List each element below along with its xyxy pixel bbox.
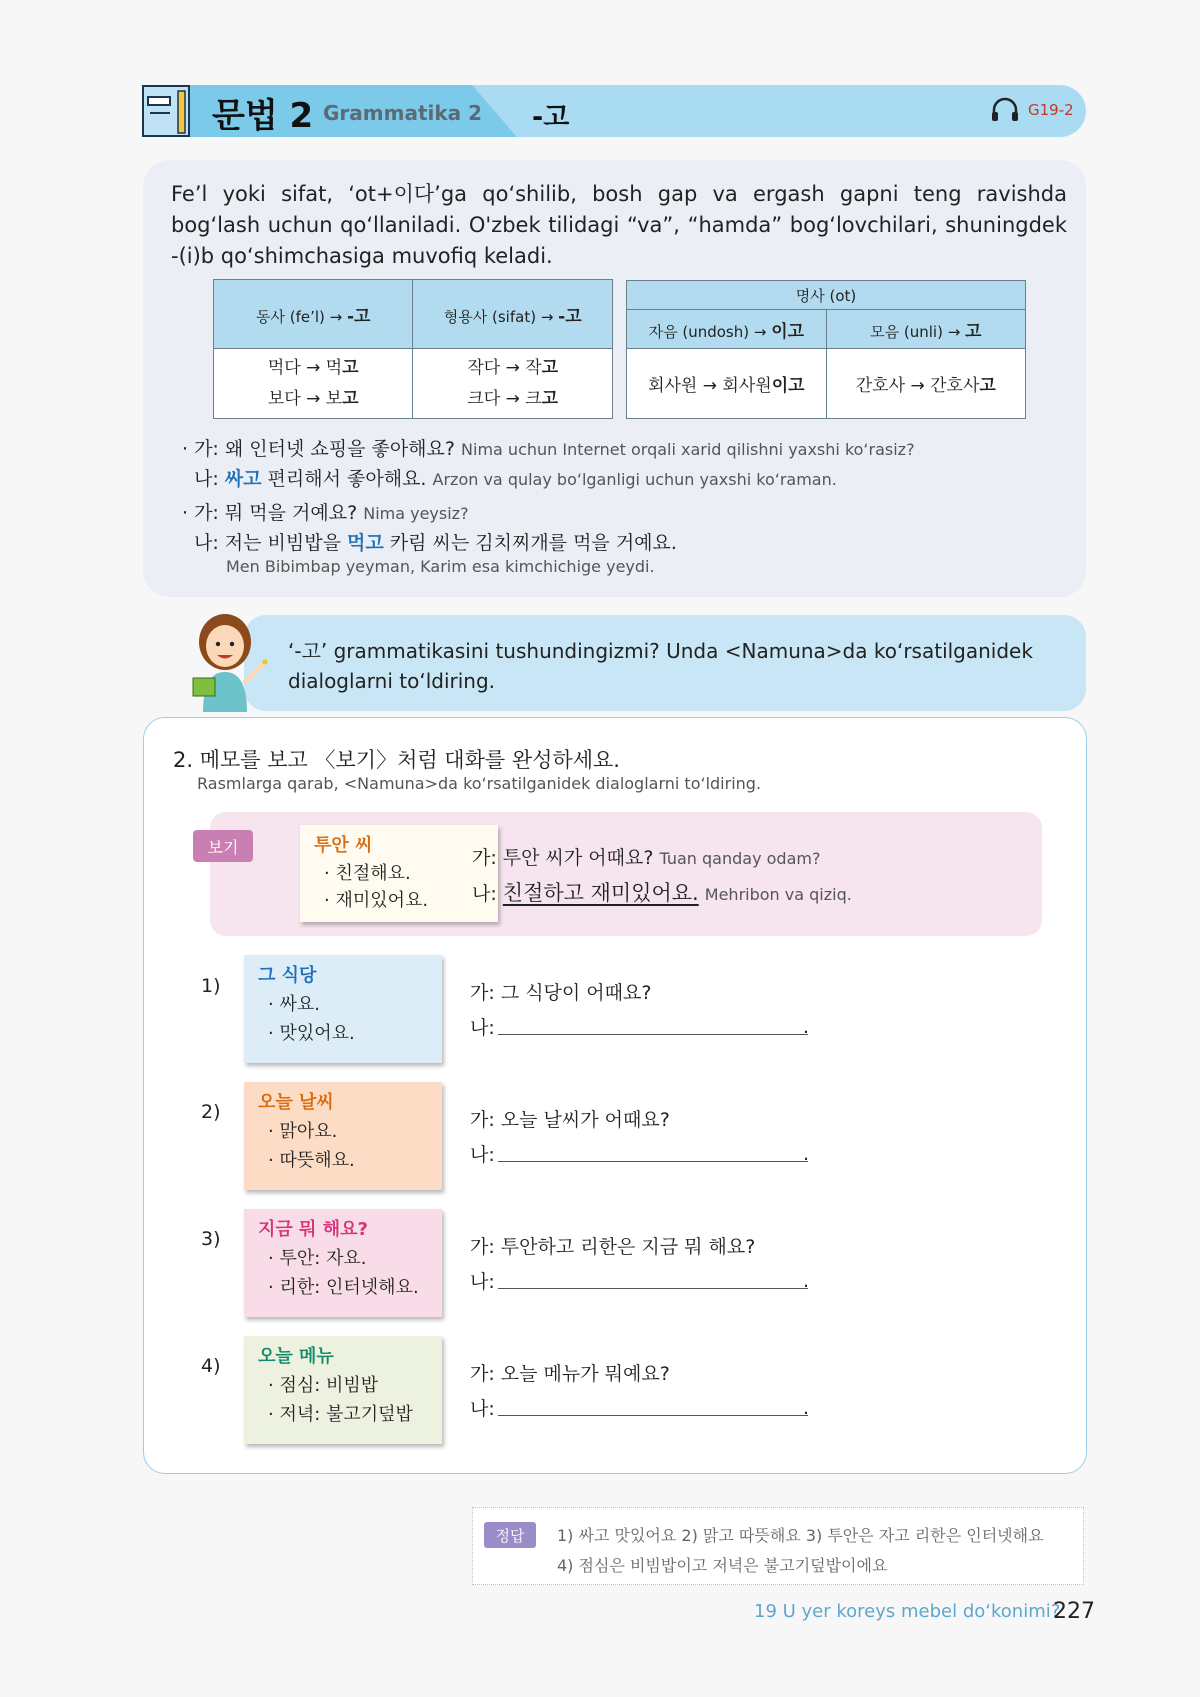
example-1-question: · 가: 왜 인터넷 쇼핑을 좋아해요? Nima uchun Internet orqali xarid qilishni yaxshi ko‘rasiz? xyxy=(182,438,915,460)
item-number: 3) xyxy=(201,1228,221,1250)
memo-item: · 점심: 비빔밥 xyxy=(268,1375,379,1396)
item-1-answer-label: 나: xyxy=(470,1017,495,1039)
memo-card-4 xyxy=(244,1336,442,1444)
answer-input-line-2[interactable] xyxy=(498,1161,808,1162)
table-header-adjective: 형용사 (sifat) → -고 xyxy=(413,280,613,349)
memo-title: 오늘 날씨 xyxy=(258,1092,334,1113)
table-header-consonant: 자음 (undosh) → 이고 xyxy=(627,310,827,349)
table-cell-vowel-example: 간호사 → 간호사고 xyxy=(826,349,1025,419)
exercise-subtitle: Rasmlarga qarab, <Namuna>da ko‘rsatilganidek dialoglarni to‘ldiring. xyxy=(197,774,762,793)
table-header-noun: 명사 (ot) xyxy=(627,281,1026,310)
item-3-question: 가: 투안하고 리한은 지금 뭐 해요? xyxy=(470,1236,756,1258)
answer-period: . xyxy=(803,1270,810,1292)
memo-card-1 xyxy=(244,955,442,1063)
answer-input-line-1[interactable] xyxy=(498,1034,808,1035)
memo-item: · 저녁: 불고기덮밥 xyxy=(268,1404,413,1425)
example-2-question: · 가: 뭐 먹을 거예요? Nima yeysiz? xyxy=(182,502,469,524)
grammar-subtitle: Grammatika 2 xyxy=(323,101,483,125)
example-tag: 보기 xyxy=(193,830,253,862)
example-2-answer: 나: 저는 비빔밥을 먹고 카림 씨는 김치찌개를 먹을 거예요. xyxy=(194,532,677,554)
memo-item: · 맛있어요. xyxy=(268,1023,355,1044)
answer-key-line: 1) 싸고 맛있어요 2) 맑고 따뜻해요 3) 투안은 자고 리한은 인터넷해요 xyxy=(557,1526,1044,1545)
memo-title: 오늘 메뉴 xyxy=(258,1346,334,1367)
example-question: 가: 투안 씨가 어때요? Tuan qanday odam? xyxy=(472,847,821,869)
item-4-answer-label: 나: xyxy=(470,1398,495,1420)
answer-period: . xyxy=(803,1397,810,1419)
grammar-marker: -고 xyxy=(532,102,570,133)
exercise-title: 2. 메모를 보고 〈보기〉처럼 대화를 완성하세요. xyxy=(173,748,620,772)
chapter-title: 19 U yer koreys mebel do‘konimi? xyxy=(754,1601,1061,1622)
memo-item: · 싸요. xyxy=(268,994,320,1015)
memo-title: 지금 뭐 해요? xyxy=(258,1219,368,1240)
answer-period: . xyxy=(803,1016,810,1038)
item-1-question: 가: 그 식당이 어때요? xyxy=(470,982,652,1004)
answer-period: . xyxy=(803,1143,810,1165)
memo-item: · 맑아요. xyxy=(268,1121,338,1142)
grammar-title: 문법 2 xyxy=(212,96,314,136)
explanation-text: Fe’l yoki sifat, ‘ot+이다’ga qo‘shilib, bosh gap va ergash gapni teng ravishda bog‘lash uchun qo‘llaniladi. O'zbek tilidagi “va”, “hamda” bog‘lovchilari, shuningdek -(i)b qo‘shimchasiga muvofiq keladi. xyxy=(171,182,1067,268)
instruction-text: ‘-고’ grammatikasini tushundingizmi? Unda <Namuna>da ko‘rsatilganidek dialoglarni to‘ldiring. xyxy=(288,639,1033,693)
table-cell-consonant-example: 회사원 → 회사원이고 xyxy=(627,349,827,419)
memo-item: · 리한: 인터넷해요. xyxy=(268,1277,419,1298)
table-header-vowel: 모음 (unli) → 고 xyxy=(826,310,1025,349)
memo-title: 투안 씨 xyxy=(314,835,373,856)
example-answer: 나: 친절하고 재미있어요. Mehribon va qiziq. xyxy=(472,881,852,905)
noun-table xyxy=(626,280,1026,419)
example-1-answer: 나: 싸고 편리해서 좋아해요. Arzon va qulay bo‘lganligi uchun yaxshi ko‘raman. xyxy=(194,468,837,490)
item-2-answer-label: 나: xyxy=(470,1144,495,1166)
item-4-question: 가: 오늘 메뉴가 뭐예요? xyxy=(470,1363,670,1385)
answer-key-tag: 정답 xyxy=(484,1522,536,1548)
memo-title: 그 식당 xyxy=(258,965,317,986)
example-2-translation: Men Bibimbap yeyman, Karim esa kimchichige yeydi. xyxy=(226,557,655,576)
answer-key-line: 4) 점심은 비빔밥이고 저녁은 불고기덮밥이에요 xyxy=(557,1556,888,1575)
answer-input-line-4[interactable] xyxy=(498,1415,808,1416)
grammar-book-icon xyxy=(142,85,192,137)
memo-item: · 재미있어요. xyxy=(324,890,429,911)
table-cell-adjectives: 작다 → 작고 크다 → 크고 xyxy=(413,349,613,419)
example-memo xyxy=(300,825,498,922)
memo-card-3 xyxy=(244,1209,442,1317)
teacher-illustration xyxy=(185,612,273,712)
item-number: 2) xyxy=(201,1101,221,1123)
answer-input-line-3[interactable] xyxy=(498,1288,808,1289)
verb-adjective-table xyxy=(213,279,613,419)
table-header-verb: 동사 (fe’l) → -고 xyxy=(214,280,413,349)
audio-track-code[interactable]: G19-2 xyxy=(1028,101,1074,119)
item-2-question: 가: 오늘 날씨가 어때요? xyxy=(470,1109,670,1131)
item-number: 1) xyxy=(201,975,221,997)
memo-item: · 친절해요. xyxy=(324,863,411,884)
item-number: 4) xyxy=(201,1355,221,1377)
memo-item: · 따뜻해요. xyxy=(268,1150,355,1171)
page-number: 227 xyxy=(1053,1599,1095,1624)
table-cell-verbs: 먹다 → 먹고 보다 → 보고 xyxy=(214,349,413,419)
memo-item: · 투안: 자요. xyxy=(268,1248,367,1269)
item-3-answer-label: 나: xyxy=(470,1271,495,1293)
memo-card-2 xyxy=(244,1082,442,1190)
headphones-icon[interactable] xyxy=(990,97,1020,123)
